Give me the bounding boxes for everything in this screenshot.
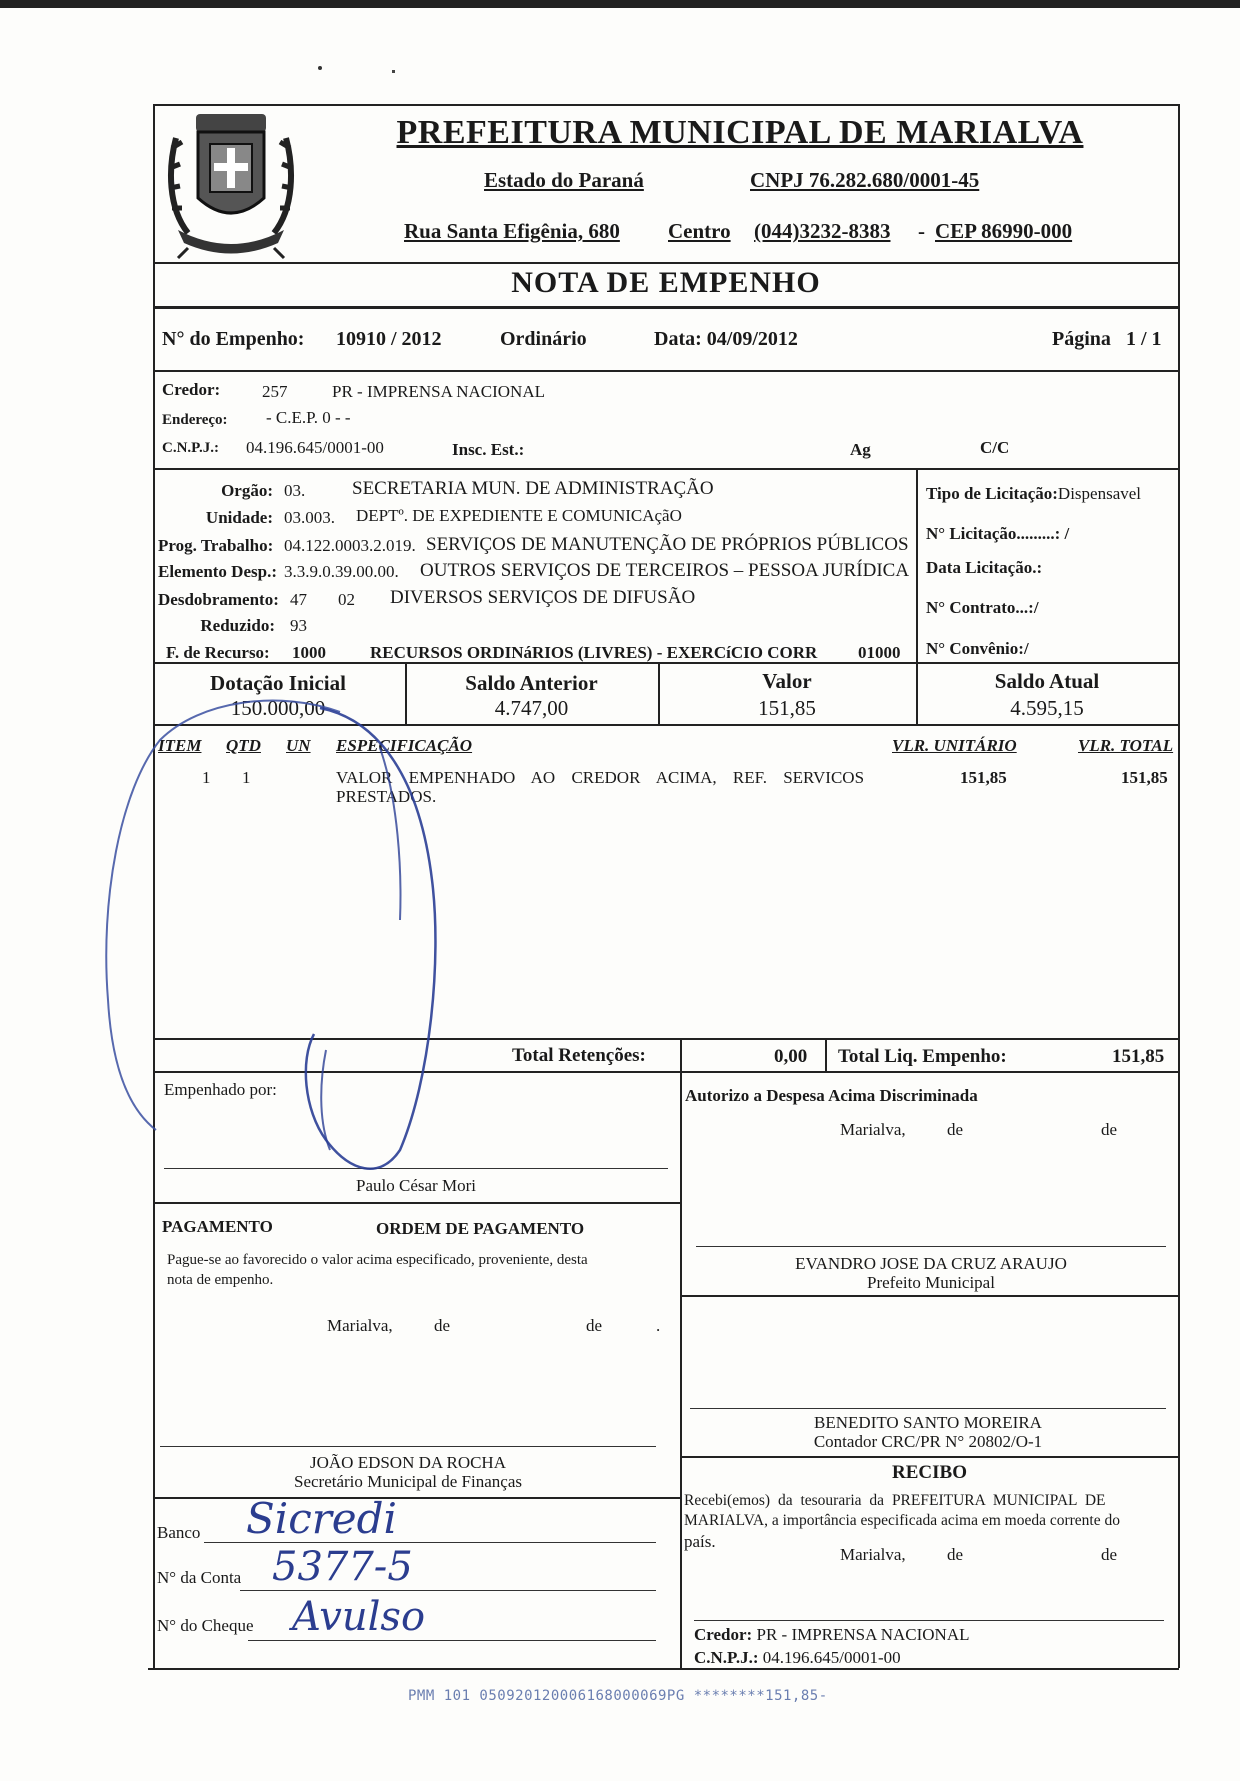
autorizo-de: de: [947, 1120, 964, 1139]
prefeito-name: EVANDRO JOSE DA CRUZ ARAUJO: [795, 1254, 1067, 1273]
contador-role: Contador CRC/PR N° 20802/O-1: [813, 1432, 1043, 1451]
credor-label: Credor:: [162, 380, 221, 399]
credor-cnpj: 04.196.645/0001-00: [246, 438, 384, 457]
elemento-despesa-code: 3.3.9.0.39.00.00.: [284, 562, 399, 581]
recibo-de: de: [1101, 1545, 1118, 1564]
col-un: UN: [286, 736, 311, 755]
signature-line: [694, 1620, 1164, 1621]
elemento-despesa-name: OUTROS SERVIÇOS DE TERCEIROS – PESSOA JURÍDICA: [420, 560, 910, 581]
divider: [680, 1456, 1179, 1458]
signature-line: [690, 1408, 1166, 1409]
contador-name: BENEDITO SANTO MOREIRA: [814, 1413, 1042, 1432]
frame-top: [153, 104, 1179, 106]
municipality-district: Centro: [668, 219, 731, 243]
signature-line: [164, 1168, 668, 1169]
fonte-recurso-name: RECURSOS ORDINáRIOS (LIVRES) - EXERCíCIO CORR: [370, 643, 818, 662]
pagamento-de: de: [586, 1316, 603, 1335]
frame-left: [153, 104, 155, 1668]
recibo-credor-label: Credor:: [694, 1625, 753, 1644]
prog-trabalho-code: 04.122.0003.2.019.: [284, 536, 416, 555]
recibo-cnpj-label: C.N.P.J.:: [694, 1648, 759, 1667]
divider-vertical: [680, 1038, 682, 1071]
empenho-type: Ordinário: [500, 328, 587, 350]
divider: [153, 1497, 680, 1499]
col-qtd: QTD: [226, 736, 261, 755]
scan-specks: [392, 70, 395, 73]
desdobramento-subcode: 02: [338, 590, 355, 609]
empenho-number-label: N° do Empenho:: [162, 328, 305, 350]
col-vlr-unitario: VLR. UNITÁRIO: [892, 736, 1017, 755]
recibo-city: Marialva,: [840, 1545, 906, 1564]
recibo-credor: [694, 1625, 969, 1645]
footer-mechanical-code: PMM 101 050920120006168000069PG ********151,85-: [408, 1688, 828, 1704]
total-retencoes-label: Total Retenções:: [512, 1045, 646, 1066]
banco-handwriting: Sicredi: [246, 1494, 397, 1543]
dotacao-inicial-value: 150.000,00: [230, 696, 326, 720]
item-description: VALOR EMPENHADO AO CREDOR ACIMA, REF. SERVICOS: [336, 768, 865, 787]
prog-trabalho-name: SERVIÇOS DE MANUTENÇÃO DE PRÓPRIOS PÚBLICOS: [426, 534, 909, 555]
total-retencoes-value: 0,00: [774, 1046, 808, 1067]
header-separator: -: [918, 219, 925, 243]
insc-est-label: Insc. Est.:: [452, 440, 525, 459]
numero-contrato: N° Contrato...:/: [926, 598, 1039, 617]
divider-vertical: [680, 1071, 682, 1668]
divider: [153, 662, 1179, 664]
divider: [153, 262, 1179, 264]
coat-of-arms-seal: [158, 108, 304, 260]
data-licitacao: Data Licitação.:: [926, 558, 1043, 577]
prog-trabalho-label: Prog. Trabalho:: [158, 536, 274, 555]
page-number: 1 / 1: [1126, 328, 1162, 350]
divider: [153, 306, 1179, 309]
divider: [153, 370, 1179, 372]
divider: [153, 724, 1179, 726]
autorizo-city: Marialva,: [840, 1120, 906, 1139]
tipo-licitacao: [926, 484, 1141, 504]
total-liq-empenho-value: 151,85: [1112, 1046, 1165, 1067]
empenhado-por-name: Paulo César Mori: [356, 1176, 476, 1195]
divider: [153, 468, 1179, 470]
pagamento-label: PAGAMENTO: [162, 1217, 273, 1236]
address-label: Endereço:: [162, 412, 228, 428]
reduzido-label: Reduzido:: [200, 616, 275, 635]
signature-line: [160, 1446, 656, 1447]
page-label: Página: [1052, 328, 1111, 350]
desdobramento-code: 47: [290, 590, 307, 609]
conta-handwriting: 5377-5: [272, 1544, 413, 1590]
item-total-value: 151,85: [1121, 768, 1168, 787]
scan-top-border: [0, 0, 1240, 8]
orgao-label: Orgão:: [221, 481, 273, 500]
pagamento-de: de: [434, 1316, 451, 1335]
autorizo-de: de: [1101, 1120, 1118, 1139]
divider: [153, 1038, 1179, 1040]
total-liq-empenho-label: Total Liq. Empenho:: [838, 1046, 1007, 1067]
col-item: ITEM: [158, 736, 202, 755]
item-qtd: 1: [242, 768, 251, 787]
recibo-text-cont: MARIALVA, a importância especificada acima em moeda corrente do: [684, 1512, 1120, 1529]
banco-label: Banco: [157, 1523, 201, 1542]
scan-specks: [318, 66, 322, 70]
saldo-anterior-label: Saldo Anterior: [465, 671, 598, 695]
unidade-label: Unidade:: [205, 508, 273, 527]
cheque-handwriting: Avulso: [292, 1594, 426, 1640]
reduzido-value: 93: [290, 616, 307, 635]
item-unit-value: 151,85: [960, 768, 1007, 787]
credor-code: 257: [262, 382, 288, 401]
tipo-licitacao-value: Dispensavel: [1057, 484, 1142, 503]
empenho-number: 10910 / 2012: [336, 328, 442, 350]
prefeito-role: Prefeito Municipal: [867, 1273, 995, 1292]
pagamento-text: Pague-se ao favorecido o valor acima especificado, proveniente, desta: [167, 1252, 588, 1268]
municipality-cnpj: CNPJ 76.282.680/0001-45: [750, 168, 980, 192]
autorizo-title: Autorizo a Despesa Acima Discriminada: [685, 1086, 978, 1105]
fonte-recurso-code: 1000: [292, 643, 326, 662]
recibo-cnpj: [694, 1648, 901, 1668]
elemento-despesa-label: Elemento Desp.:: [158, 562, 277, 581]
numero-licitacao: N° Licitação.........: /: [926, 524, 1070, 543]
empenho-date: Data: 04/09/2012: [654, 328, 798, 350]
tipo-licitacao-label: Tipo de Licitação:: [926, 484, 1058, 503]
secretario-name: JOÃO EDSON DA ROCHA: [310, 1453, 506, 1472]
recibo-de: de: [947, 1545, 964, 1564]
item-description-cont: PRESTADOS.: [336, 787, 437, 806]
saldo-atual-label: Saldo Atual: [994, 669, 1100, 693]
municipality-title: PREFEITURA MUNICIPAL DE MARIALVA: [396, 114, 1084, 151]
desdobramento-name: DIVERSOS SERVIÇOS DE DIFUSÃO: [390, 587, 696, 608]
cc-label: C/C: [980, 438, 1010, 457]
unidade-code: 03.003.: [284, 508, 335, 527]
saldo-anterior-value: 4.747,00: [494, 696, 569, 720]
unidade-name: DEPTº. DE EXPEDIENTE E COMUNICAçãO: [356, 506, 682, 525]
recibo-cnpj-value: 04.196.645/0001-00: [762, 1648, 901, 1667]
recibo-text: Recebi(emos) da tesouraria da PREFEITURA MUNICIPAL DE: [684, 1492, 1106, 1509]
signature-line: [696, 1246, 1166, 1247]
state-name: Estado do Paraná: [484, 168, 644, 192]
desdobramento-label: Desdobramento:: [158, 590, 279, 609]
numero-convenio: N° Convênio:/: [926, 639, 1029, 658]
municipality-phone: (044)3232-8383: [754, 219, 891, 243]
frame-bottom: [148, 1668, 1179, 1670]
credor-address: - C.E.P. 0 - -: [266, 408, 351, 427]
frame-right: [1178, 104, 1180, 1668]
secretario-role: Secretário Municipal de Finanças: [293, 1472, 522, 1491]
pagamento-text-cont: nota de empenho.: [167, 1272, 274, 1288]
col-especificacao: ESPECIFICAÇÃO: [336, 736, 473, 755]
divider: [153, 1071, 1179, 1073]
saldo-atual-value: 4.595,15: [1010, 696, 1084, 720]
valor-label: Valor: [762, 669, 812, 693]
fonte-recurso-code2: 01000: [858, 643, 901, 662]
cheque-line: [248, 1640, 656, 1641]
recibo-text-end: país.: [684, 1532, 716, 1551]
credor-cnpj-label: C.N.P.J.:: [162, 440, 219, 456]
pagamento-city: Marialva,: [327, 1316, 393, 1335]
fonte-recurso-label: F. de Recurso:: [166, 643, 270, 662]
orgao-name: SECRETARIA MUN. DE ADMINISTRAÇÃO: [352, 478, 714, 499]
item-number: 1: [202, 768, 211, 787]
empenhado-por-label: Empenhado por:: [164, 1080, 277, 1099]
orgao-code: 03.: [284, 481, 306, 500]
col-vlr-total: VLR. TOTAL: [1078, 736, 1174, 755]
dotacao-inicial-label: Dotação Inicial: [210, 671, 346, 695]
credor-name: PR - IMPRENSA NACIONAL: [332, 382, 545, 401]
ag-label: Ag: [850, 440, 871, 459]
conta-label: N° da Conta: [157, 1568, 242, 1587]
divider: [680, 1295, 1179, 1297]
cheque-label: N° do Cheque: [157, 1616, 254, 1635]
ordem-pagamento-title: ORDEM DE PAGAMENTO: [376, 1219, 585, 1238]
table-row: [153, 766, 1179, 816]
divider: [153, 1202, 680, 1204]
pagamento-dot: .: [656, 1316, 661, 1335]
municipality-address: Rua Santa Efigênia, 680: [404, 219, 620, 243]
recibo-credor-value: PR - IMPRENSA NACIONAL: [756, 1625, 970, 1644]
conta-line: [240, 1590, 656, 1591]
recibo-title: RECIBO: [892, 1462, 967, 1483]
municipality-cep: CEP 86990-000: [935, 219, 1073, 243]
valor-value: 151,85: [758, 696, 816, 720]
document-title: NOTA DE EMPENHO: [511, 266, 821, 299]
divider-vertical: [825, 1038, 827, 1071]
